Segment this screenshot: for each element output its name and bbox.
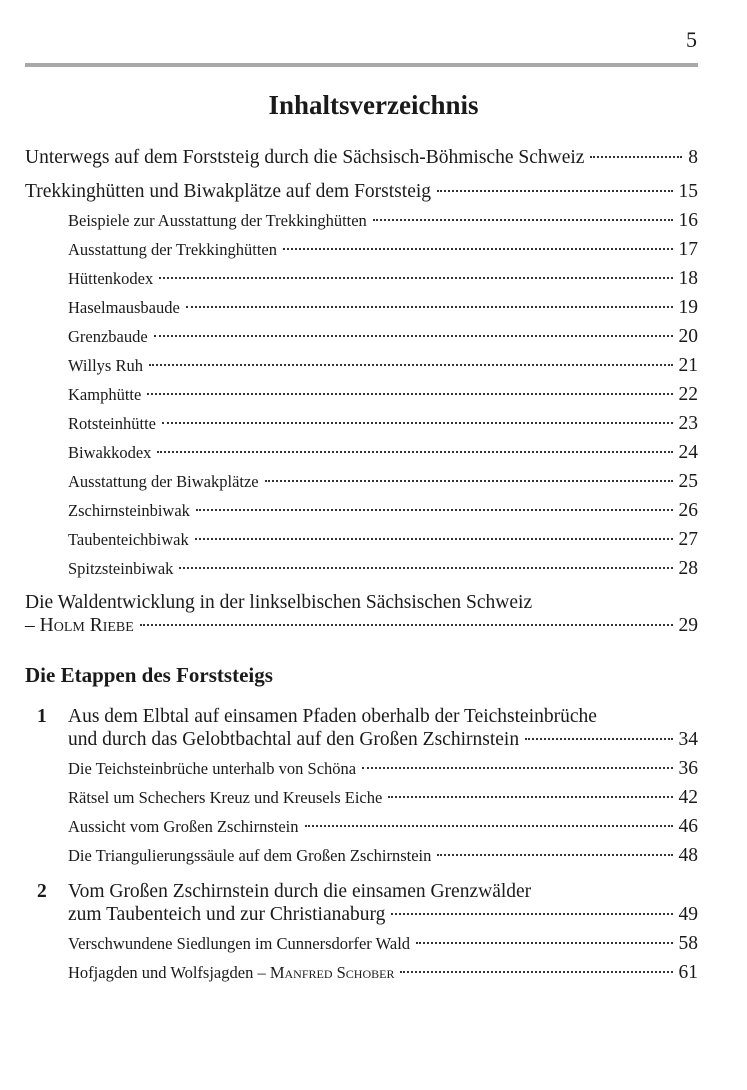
toc-subentry[interactable] bbox=[68, 933, 698, 955]
stage-2[interactable] bbox=[25, 881, 698, 984]
toc-subentry-page: 46 bbox=[678, 816, 698, 837]
stage-page: 34 bbox=[678, 729, 698, 750]
toc-subentry[interactable] bbox=[68, 355, 698, 377]
leader-dots bbox=[196, 509, 673, 511]
toc-subentry[interactable] bbox=[68, 500, 698, 522]
stage-title-line1: Vom Großen Zschirnstein durch die einsamen Grenzwälder bbox=[68, 881, 532, 902]
stage-1[interactable] bbox=[25, 706, 698, 867]
toc-subentry[interactable] bbox=[68, 442, 698, 464]
leader-dots bbox=[362, 767, 672, 769]
table-of-contents bbox=[25, 146, 698, 984]
leader-dots bbox=[162, 422, 673, 424]
leader-dots bbox=[525, 738, 672, 740]
leader-dots bbox=[437, 190, 672, 192]
toc-entry-page: 8 bbox=[688, 147, 698, 168]
toc-subentry-label: Aussicht vom Großen Zschirnstein bbox=[68, 817, 299, 836]
toc-subentry-label: Die Teichsteinbrüche unterhalb von Schöna bbox=[68, 759, 357, 778]
toc-subentry-label: Verschwundene Siedlungen im Cunnersdorfer Wald bbox=[68, 934, 411, 953]
toc-subentry-label: Die Triangulierungssäule auf dem Großen Zschirnstein bbox=[68, 846, 432, 865]
leader-dots bbox=[416, 942, 672, 944]
header-rule bbox=[25, 63, 698, 67]
leader-dots bbox=[140, 624, 673, 626]
page-title: Inhaltsverzeichnis bbox=[268, 90, 479, 120]
stage-number: 1 bbox=[37, 706, 47, 727]
leader-dots bbox=[265, 480, 673, 482]
toc-entry-wald[interactable] bbox=[25, 592, 698, 637]
toc-subentry-label: Beispiele zur Ausstattung der Trekkinghütten bbox=[68, 211, 367, 230]
leader-dots bbox=[373, 219, 673, 221]
toc-subentry[interactable] bbox=[68, 816, 698, 838]
section-heading: Die Etappen des Forststeigs bbox=[25, 663, 273, 687]
toc-entry[interactable] bbox=[25, 181, 698, 203]
toc-subentry-label: Biwakkodex bbox=[68, 443, 152, 462]
toc-entry-label: Die Waldentwicklung in der linkselbischen Sächsischen Schweiz bbox=[25, 592, 533, 613]
toc-subentry-page: 28 bbox=[678, 558, 698, 579]
toc-subentry-page: 20 bbox=[678, 326, 698, 347]
toc-entry-page: 15 bbox=[678, 181, 698, 202]
toc-subentry-label: Haselmausbaude bbox=[68, 298, 180, 317]
toc-subentry-page: 22 bbox=[678, 384, 698, 405]
toc-subentry-label: Ausstattung der Trekkinghütten bbox=[68, 240, 277, 259]
leader-dots bbox=[283, 248, 673, 250]
leader-dots bbox=[391, 913, 672, 915]
leader-dots bbox=[437, 854, 672, 856]
leader-dots bbox=[388, 796, 672, 798]
toc-subentry-label: Rätsel um Schechers Kreuz und Kreusels Eiche bbox=[68, 788, 383, 807]
toc-subentry-page: 21 bbox=[678, 355, 698, 376]
leader-dots bbox=[157, 451, 672, 453]
toc-subentry-label: Taubenteichbiwak bbox=[68, 530, 189, 549]
toc-subentry-page: 25 bbox=[678, 471, 698, 492]
toc-subentry-label: Hüttenkodex bbox=[68, 269, 154, 288]
toc-subentry[interactable] bbox=[68, 239, 698, 261]
toc-subentry[interactable] bbox=[68, 845, 698, 867]
toc-subentry-page: 61 bbox=[678, 962, 698, 983]
sub-entries bbox=[25, 210, 698, 580]
leader-dots bbox=[195, 538, 673, 540]
toc-subentry[interactable] bbox=[68, 787, 698, 809]
toc-entry-label: Trekkinghütten und Biwakplätze auf dem Forststeig bbox=[25, 181, 432, 202]
dash: – bbox=[25, 615, 40, 636]
toc-subentry[interactable] bbox=[68, 471, 698, 493]
author-name: Holm Riebe bbox=[39, 615, 134, 636]
toc-subentry[interactable] bbox=[68, 297, 698, 319]
toc-subentry-page: 24 bbox=[678, 442, 698, 463]
toc-subentry-label: Grenzbaude bbox=[68, 327, 148, 346]
leader-dots bbox=[159, 277, 672, 279]
toc-subentry-label: Ausstattung der Biwakplätze bbox=[68, 472, 259, 491]
toc-subentry-page: 48 bbox=[678, 845, 698, 866]
leader-dots bbox=[305, 825, 673, 827]
toc-subentry-page: 19 bbox=[678, 297, 698, 318]
stage-number: 2 bbox=[37, 881, 47, 902]
leader-dots bbox=[154, 335, 673, 337]
author-name: Manfred Schober bbox=[269, 963, 395, 982]
toc-subentry[interactable] bbox=[68, 558, 698, 580]
stage-title-line2: zum Taubenteich und zur Christianaburg bbox=[68, 904, 386, 925]
toc-subentry[interactable] bbox=[68, 384, 698, 406]
toc-subentry-page: 26 bbox=[678, 500, 698, 521]
toc-subentry-page: 58 bbox=[678, 933, 698, 954]
toc-subentry-page: 36 bbox=[678, 758, 698, 779]
toc-subentry-page: 18 bbox=[678, 268, 698, 289]
leader-dots bbox=[400, 971, 672, 973]
toc-entry-label: Unterwegs auf dem Forststeig durch die Sächsisch-Böhmische Schweiz bbox=[25, 147, 585, 168]
toc-subentry-page: 16 bbox=[678, 210, 698, 231]
toc-subentry[interactable] bbox=[68, 413, 698, 435]
toc-subentry-page: 23 bbox=[678, 413, 698, 434]
toc-subentry-page: 42 bbox=[678, 787, 698, 808]
toc-subentry-label: Zschirnsteinbiwak bbox=[68, 501, 190, 520]
leader-dots bbox=[186, 306, 673, 308]
toc-subentry-page: 17 bbox=[678, 239, 698, 260]
stage-title-line1: Aus dem Elbtal auf einsamen Pfaden oberhalb der Teichsteinbrüche bbox=[68, 706, 597, 727]
toc-subentry-label: Rotsteinhütte bbox=[68, 414, 156, 433]
toc-subentry-label: Kamphütte bbox=[68, 385, 142, 404]
toc-subentry-label: Willys Ruh bbox=[68, 356, 143, 375]
toc-subentry-label: Hofjagden und Wolfsjagden – bbox=[68, 963, 270, 982]
leader-dots bbox=[147, 393, 672, 395]
leader-dots bbox=[179, 567, 672, 569]
leader-dots bbox=[590, 156, 682, 158]
toc-subentry[interactable] bbox=[68, 962, 698, 984]
toc-entry-page: 29 bbox=[678, 615, 698, 636]
page-number: 5 bbox=[686, 27, 697, 52]
stage-title-line2: und durch das Gelobtbachtal auf den Großen Zschirnstein bbox=[68, 729, 520, 750]
toc-subentry[interactable] bbox=[68, 268, 698, 290]
toc-subentry[interactable] bbox=[68, 529, 698, 551]
leader-dots bbox=[149, 364, 673, 366]
toc-entry[interactable] bbox=[25, 147, 698, 169]
toc-subentry[interactable] bbox=[68, 210, 698, 232]
stage-page: 49 bbox=[678, 904, 698, 925]
toc-subentry-page: 27 bbox=[678, 529, 698, 550]
toc-subentry-label: Spitzsteinbiwak bbox=[68, 559, 174, 578]
toc-subentry[interactable] bbox=[68, 758, 698, 780]
toc-subentry[interactable] bbox=[68, 326, 698, 348]
